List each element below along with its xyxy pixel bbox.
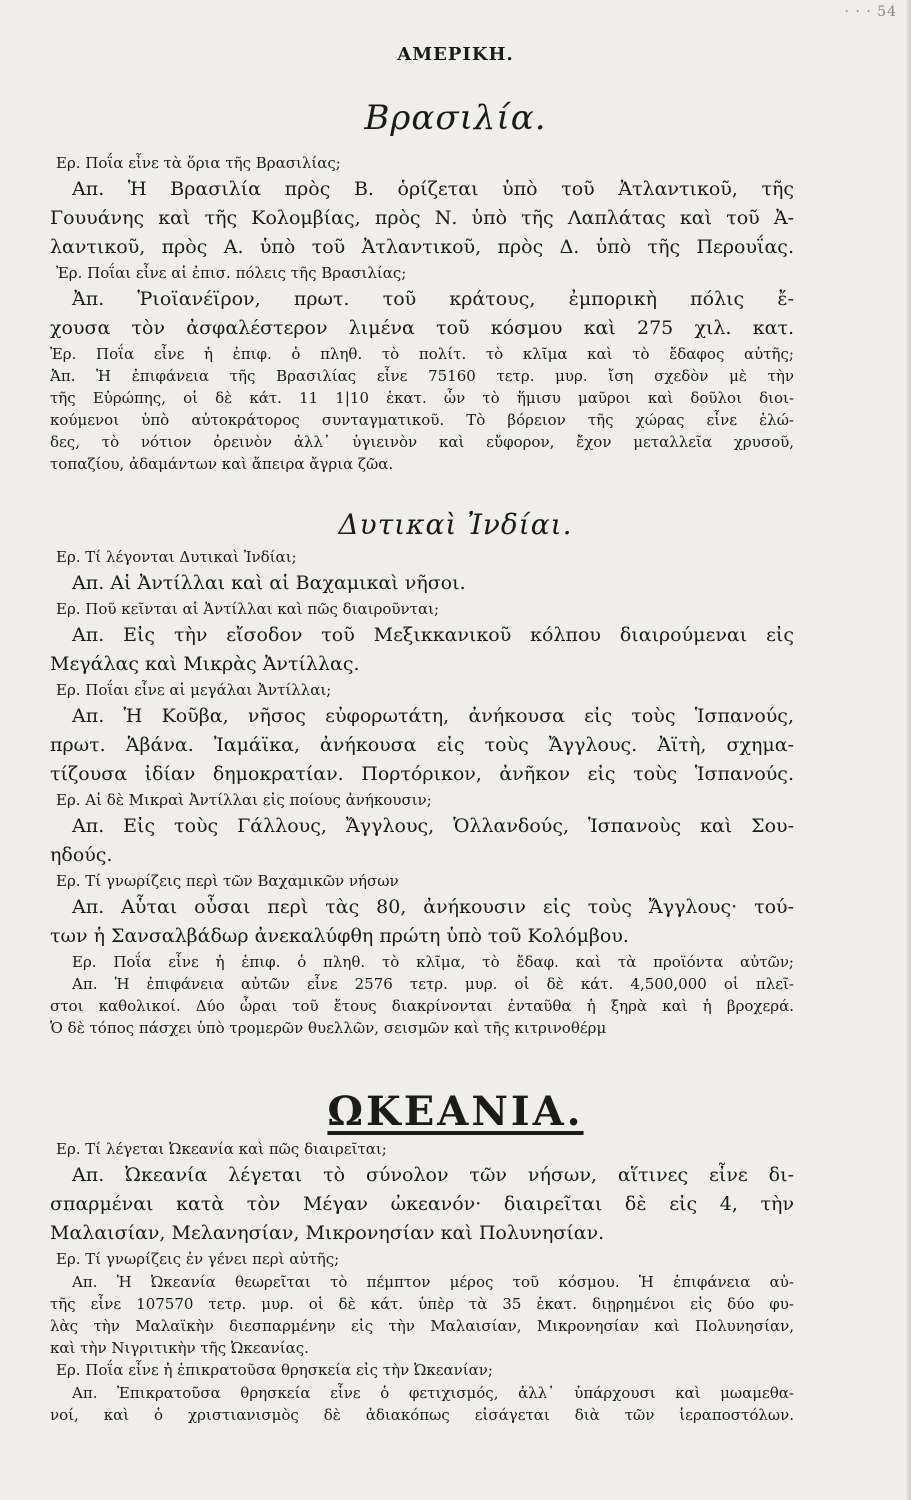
question-line: Ἐρ. Ποΐαι εἶνε αἱ ἐπισ. πόλεις τῆς Βρασιλίας; — [56, 264, 407, 282]
answer-line: Απ. Ἡ Βρασιλία πρὸς Β. ὁρίζεται ὑπὸ τοῦ Ἀτλαντικοῦ, τῆς — [72, 178, 794, 200]
answer-line: Απ. Εἰς τὴν εἴσοδον τοῦ Μεξικκανικοῦ κόλπου διαιρούμεναι εἰς — [72, 624, 794, 646]
question-line: Ερ. Ποΐα εἶνε ἡ ἐπικρατοῦσα θρησκεία εἰς τὴν Ὠκεανίαν; — [56, 1361, 493, 1379]
question-line: Ερ. Τί λέγεται Ὠκεανία καὶ πῶς διαιρεῖται; — [56, 1140, 387, 1158]
section-west-indies — [50, 546, 794, 1039]
answer-line: λὰς τὴν Μαλαϊκὴν διεσπαρμένην εἰς τὴν Μαλαισίαν, Μικρονησίαν καὶ Πολυνησίαν, — [50, 1317, 794, 1335]
answer-line: δες, τὸ νότιον ὀρεινὸν ἀλλ᾽ ὑγιεινὸν καὶ εὔφορον, ἔχον μεταλλεῖα χρυσοῦ, — [50, 433, 794, 451]
question-line: Ερ. Ποΐαι εἶνε αἱ μεγάλαι Ἀντίλλαι; — [56, 681, 332, 699]
answer-line: Μαλαισίαν, Μελανησίαν, Μικρονησίαν καὶ Πολυνησίαν. — [50, 1222, 605, 1244]
section-title-brazil: Βρασιλία. — [364, 98, 547, 138]
question-line: Ερ. Αἱ δὲ Μικραὶ Ἀντίλλαι εἰς ποίους ἀνήκουσιν; — [56, 791, 432, 809]
answer-line: των ἡ Σανσαλβάδωρ ἀνεκαλύφθη πρώτη ὑπὸ τοῦ Κολόμβου. — [50, 925, 629, 947]
section-brazil — [50, 152, 794, 475]
answer-line: τῆς Εὐρώπης, οἱ δὲ κάτ. 11 1|10 ἑκατ. ὧν τὸ ἥμισυ μαῦροι καὶ δοῦλοι διοι- — [50, 389, 794, 407]
answer-line: λαντικοῦ, πρὸς Α. ὑπὸ τοῦ Ἀτλαντικοῦ, πρὸς Δ. ὑπὸ τῆς Περουΐας. — [50, 236, 794, 258]
answer-line: ηδούς. — [50, 844, 113, 866]
answer-line: Ὁ δὲ τόπος πάσχει ὑπὸ τρομερῶν θυελλῶν, σεισμῶν καὶ τῆς κιτρινοθέρμ — [50, 1019, 607, 1037]
answer-line: τοπαζίου, ἀδαμάντων καὶ ἄπειρα ἄγρια ζῶα. — [50, 455, 394, 473]
answer-line: καὶ τὴν Νιγριτικὴν τῆς Ὠκεανίας. — [50, 1339, 309, 1357]
answer-line: κούμενοι ὑπὸ αὐτοκράτορος συνταγματικοῦ. Τὸ βόρειον τῆς χώρας εἶνε ἑλώ- — [50, 411, 794, 429]
answer-line: τῆς εἶνε 107570 τετρ. μυρ. οἱ δὲ κάτ. ὑπὲρ τὰ 35 ἑκατ. διῃρημένοι εἰς δύο φυ- — [50, 1295, 794, 1313]
answer-line: Απ. Ἡ Ὠκεανία θεωρεῖται τὸ πέμπτον μέρος τοῦ κόσμου. Ἡ ἐπιφάνεια αὐ- — [72, 1273, 794, 1291]
answer-line: πρωτ. Ἁβάνα. Ἰαμάϊκα, ἀνήκουσα εἰς τοὺς Ἄγγλους. Ἀϊτὴ, σχημα- — [50, 734, 794, 756]
answer-line: Απ. Ἐπικρατοῦσα θρησκεία εἶνε ὁ φετιχισμός, ἀλλ᾽ ὑπάρχουσι καὶ μωαμεθα- — [72, 1384, 794, 1402]
page-edge-shadow — [905, 0, 911, 1500]
answer-line: στοι καθολικοί. Δύο ὧραι τοῦ ἔτους διακρίνονται ἐνταῦθα ἡ ξηρὰ καὶ ἡ βροχερά. — [50, 997, 794, 1015]
answer-line: σπαρμέναι κατὰ τὸν Μέγαν ὠκεανόν· διαιρεῖται δὲ εἰς 4, τὴν — [50, 1193, 794, 1215]
question-line: Ερ. Ποΐα εἶνε ἡ ἐπιφ. ὁ πληθ. τὸ κλῖμα, τὸ ἔδαφ. καὶ τὰ προϊόντα αὐτῶν; — [72, 953, 794, 971]
answer-line: νοί, καὶ ὁ χριστιανισμὸς δὲ ἀδιακόπως εἰσάγεται διὰ τῶν ἱεραποστόλων. — [50, 1406, 794, 1424]
answer-line: Ἀπ. Ῥιοϊανέϊρον, πρωτ. τοῦ κράτους, ἐμπορικὴ πόλις ἔ- — [72, 288, 794, 310]
question-line: Ερ. Τί γνωρίζεις ἐν γένει περὶ αὐτῆς; — [56, 1250, 340, 1268]
section-title-west-indies: Δυτικαὶ Ἰνδίαι. — [338, 508, 573, 541]
question-line: Ερ. Τί λέγονται Δυτικαὶ Ἰνδίαι; — [56, 548, 297, 566]
question-line: Ἐρ. Ποΐα εἶνε ἡ ἐπιφ. ὁ πληθ. τὸ πολίτ. τὸ κλῖμα καὶ τὸ ἔδαφος αὐτῆς; — [50, 345, 794, 363]
answer-line: Ἀπ. Ἡ ἐπιφάνεια τῆς Βρασιλίας εἶνε 75160 τετρ. μυρ. ἴση σχεδὸν μὲ τὴν — [50, 367, 794, 385]
question-line: Ερ. Τί γνωρίζεις περὶ τῶν Βαχαμικῶν νήσων — [56, 872, 399, 890]
answer-line: Γουυάνης καὶ τῆς Κολομβίας, πρὸς Ν. ὑπὸ τῆς Λαπλάτας καὶ τοῦ Ἀ- — [50, 207, 794, 229]
question-line: Ερ. Ποΐα εἶνε τὰ ὅρια τῆς Βρασιλίας; — [56, 154, 341, 172]
answer-line: Απ. Ἡ ἐπιφάνεια αὐτῶν εἶνε 2576 τετρ. μυρ. οἱ δὲ κάτ. 4,500,000 οἱ πλεῖ- — [72, 975, 794, 993]
answer-line: Απ. Ἡ Κοῦβα, νῆσος εὐφορωτάτη, ἀνήκουσα εἰς τοὺς Ἱσπανούς, — [72, 705, 794, 727]
page-header: ΑΜΕΡΙΚΗ. — [397, 44, 514, 65]
question-line: Ερ. Ποῦ κεῖνται αἱ Ἀντίλλαι καὶ πῶς διαιροῦνται; — [56, 600, 440, 618]
answer-line: Μεγάλας καὶ Μικρὰς Ἀντίλλας. — [50, 653, 360, 675]
section-title-oceania: ΩΚΕΑΝΙΑ. — [327, 1088, 584, 1135]
answer-line: Απ. Ὠκεανία λέγεται τὸ σύνολον τῶν νήσων, αἵτινες εἶνε δι- — [72, 1164, 794, 1186]
answer-line: Απ. Αἱ Ἀντίλλαι καὶ αἱ Βαχαμικαὶ νῆσοι. — [72, 572, 466, 594]
answer-line: τίζουσα ἰδίαν δημοκρατίαν. Πορτόρικον, ἀνῆκον εἰς τοὺς Ἱσπανούς. — [50, 763, 794, 785]
section-oceania — [50, 1138, 794, 1426]
answer-line: Απ. Εἰς τοὺς Γάλλους, Ἄγγλους, Ὁλλανδούς, Ἱσπανοὺς καὶ Σου- — [72, 815, 794, 837]
answer-line: Απ. Αὗται οὖσαι περὶ τὰς 80, ἀνήκουσιν εἰς τοὺς Ἄγγλους· τού- — [72, 896, 794, 918]
answer-line: χουσα τὸν ἀσφαλέστερον λιμένα τοῦ κόσμου καὶ 275 χιλ. κατ. — [50, 317, 794, 339]
corner-mark: · · · 54 — [844, 4, 897, 20]
